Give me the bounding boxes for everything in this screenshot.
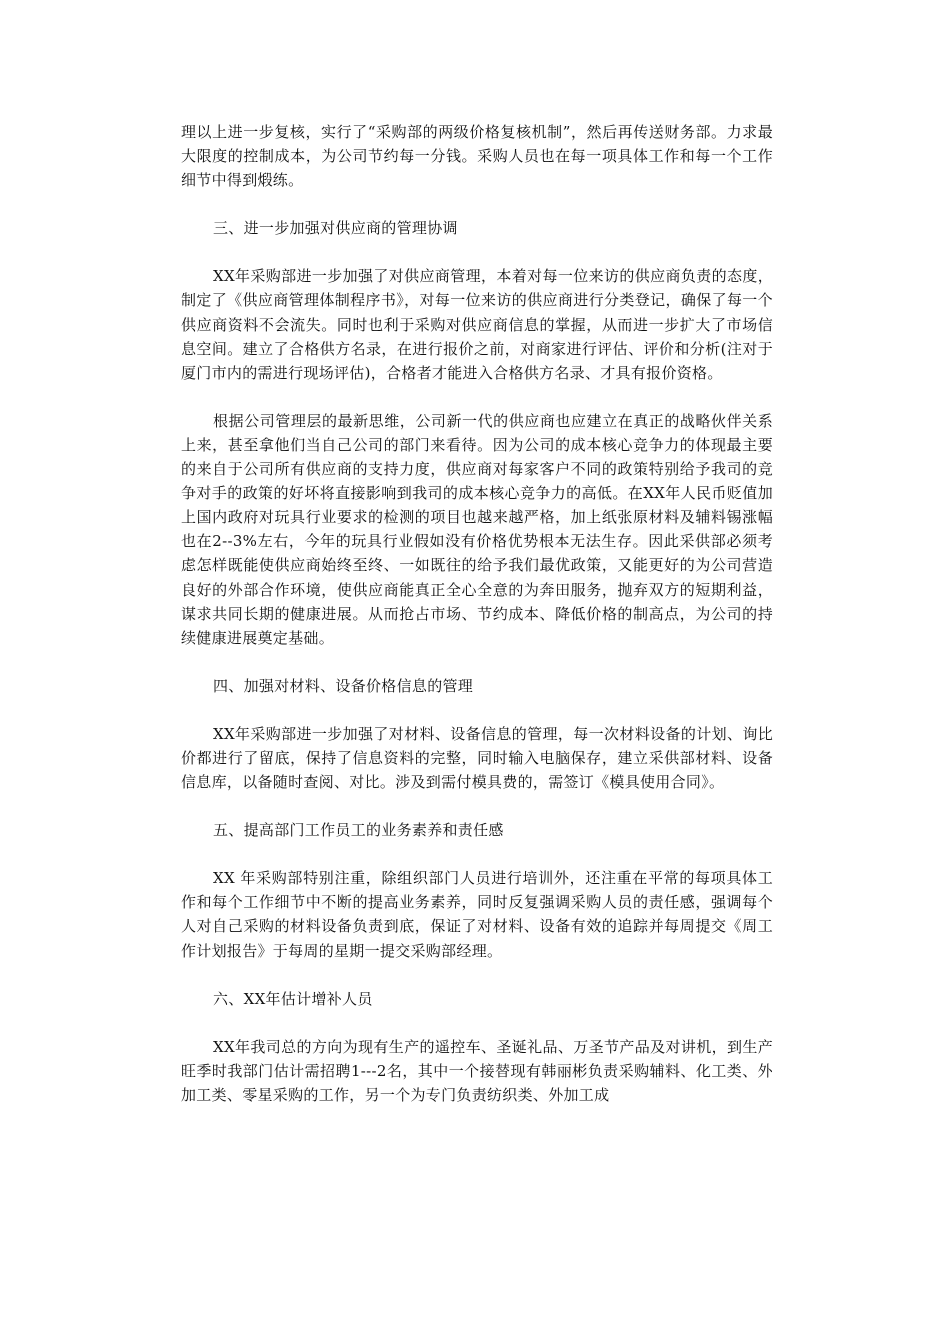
document-body xyxy=(181,120,773,1131)
section-heading-price-information: 四、加强对材料、设备价格信息的管理 xyxy=(213,676,474,695)
section-heading-staff-quality: 五、提高部门工作员工的业务素养和责任感 xyxy=(213,821,504,840)
section-heading-staffing-plan: 六、XX年估计增补人员 xyxy=(213,989,373,1008)
paragraph-staffing-plan: XX年我司总的方向为现有生产的遥控车、圣诞礼品、万圣节产品及对讲机，到生产旺季时我部门估计需招聘1---2名，其中一个接替现有韩丽彬负责采购辅料、化工类、外加工类、零星采购的工作，另一个为专门负责纺织类、外加工成 xyxy=(181,1037,773,1104)
paragraph-supplier-registration: XX年采购部进一步加强了对供应商管理，本着对每一位来访的供应商负责的态度，制定了《供应商管理体制程序书》，对每一位来访的供应商进行分类登记，确保了每一个供应商资料不会流失。同时也利于采购对供应商信息的掌握，从而进一步扩大了市场信息空间。建立了合格供方名录，在进行报价之前，对商家进行评估、评价和分析(注对于厦门市内的需进行现场评估)，合格者才能进入合格供方名录、才具有报价资格。 xyxy=(181,267,773,382)
paragraph-strategic-partnership: 根据公司管理层的最新思维，公司新一代的供应商也应建立在真正的战略伙伴关系上来，甚至拿他们当自己公司的部门来看待。因为公司的成本核心竞争力的体现最主要的来自于公司所有供应商的支持力度，供应商对每家客户不同的政策特别给予我司的竞争对手的政策的好坏将直接影响到我司的成本核心竞争力的高低。在XX年人民币贬值加上国内政府对玩具行业要求的检测的项目也越来越严格，加上纸张原材料及辅料锡涨幅也在2--3%左右，今年的玩具行业假如没有价格优势根本无法生存。因此采供部必须考虑怎样既能使供应商始终至终、一如既往的给予我们最优政策，又能更好的为公司营造良好的外部合作环境，使供应商能真正全心全意的为奔田服务，抛弃双方的短期利益，谋求共同长期的健康进展。从而抢占市场、节约成本、降低价格的制高点，为公司的持续健康进展奠定基础。 xyxy=(181,411,773,647)
paragraph-price-information: XX年采购部进一步加强了对材料、设备信息的管理，每一次材料设备的计划、询比价都进行了留底，保持了信息资料的完整，同时输入电脑保存，建立采供部材料、设备信息库，以备随时查阅、对比。涉及到需付模具费的，需签订《模具使用合同》。 xyxy=(181,724,773,792)
paragraph-cost-control: 理以上进一步复核，实行了“采购部的两级价格复核机制”，然后再传送财务部。力求最大限度的控制成本，为公司节约每一分钱。采购人员也在每一项具体工作和每一个工作细节中得到煅练。 xyxy=(181,123,773,190)
section-heading-supplier-management: 三、进一步加强对供应商的管理协调 xyxy=(213,219,458,238)
paragraph-staff-quality: XX 年采购部特别注重，除组织部门人员进行培训外，还注重在平常的每项具体工作和每个工作细节中不断的提高业务素养，同时反复强调采购人员的责任感，强调每个人对自己采购的材料设备负责到底，保证了对材料、设备有效的追踪并每周提交《周工作计划报告》于每周的星期一提交采购部经理。 xyxy=(181,869,773,960)
